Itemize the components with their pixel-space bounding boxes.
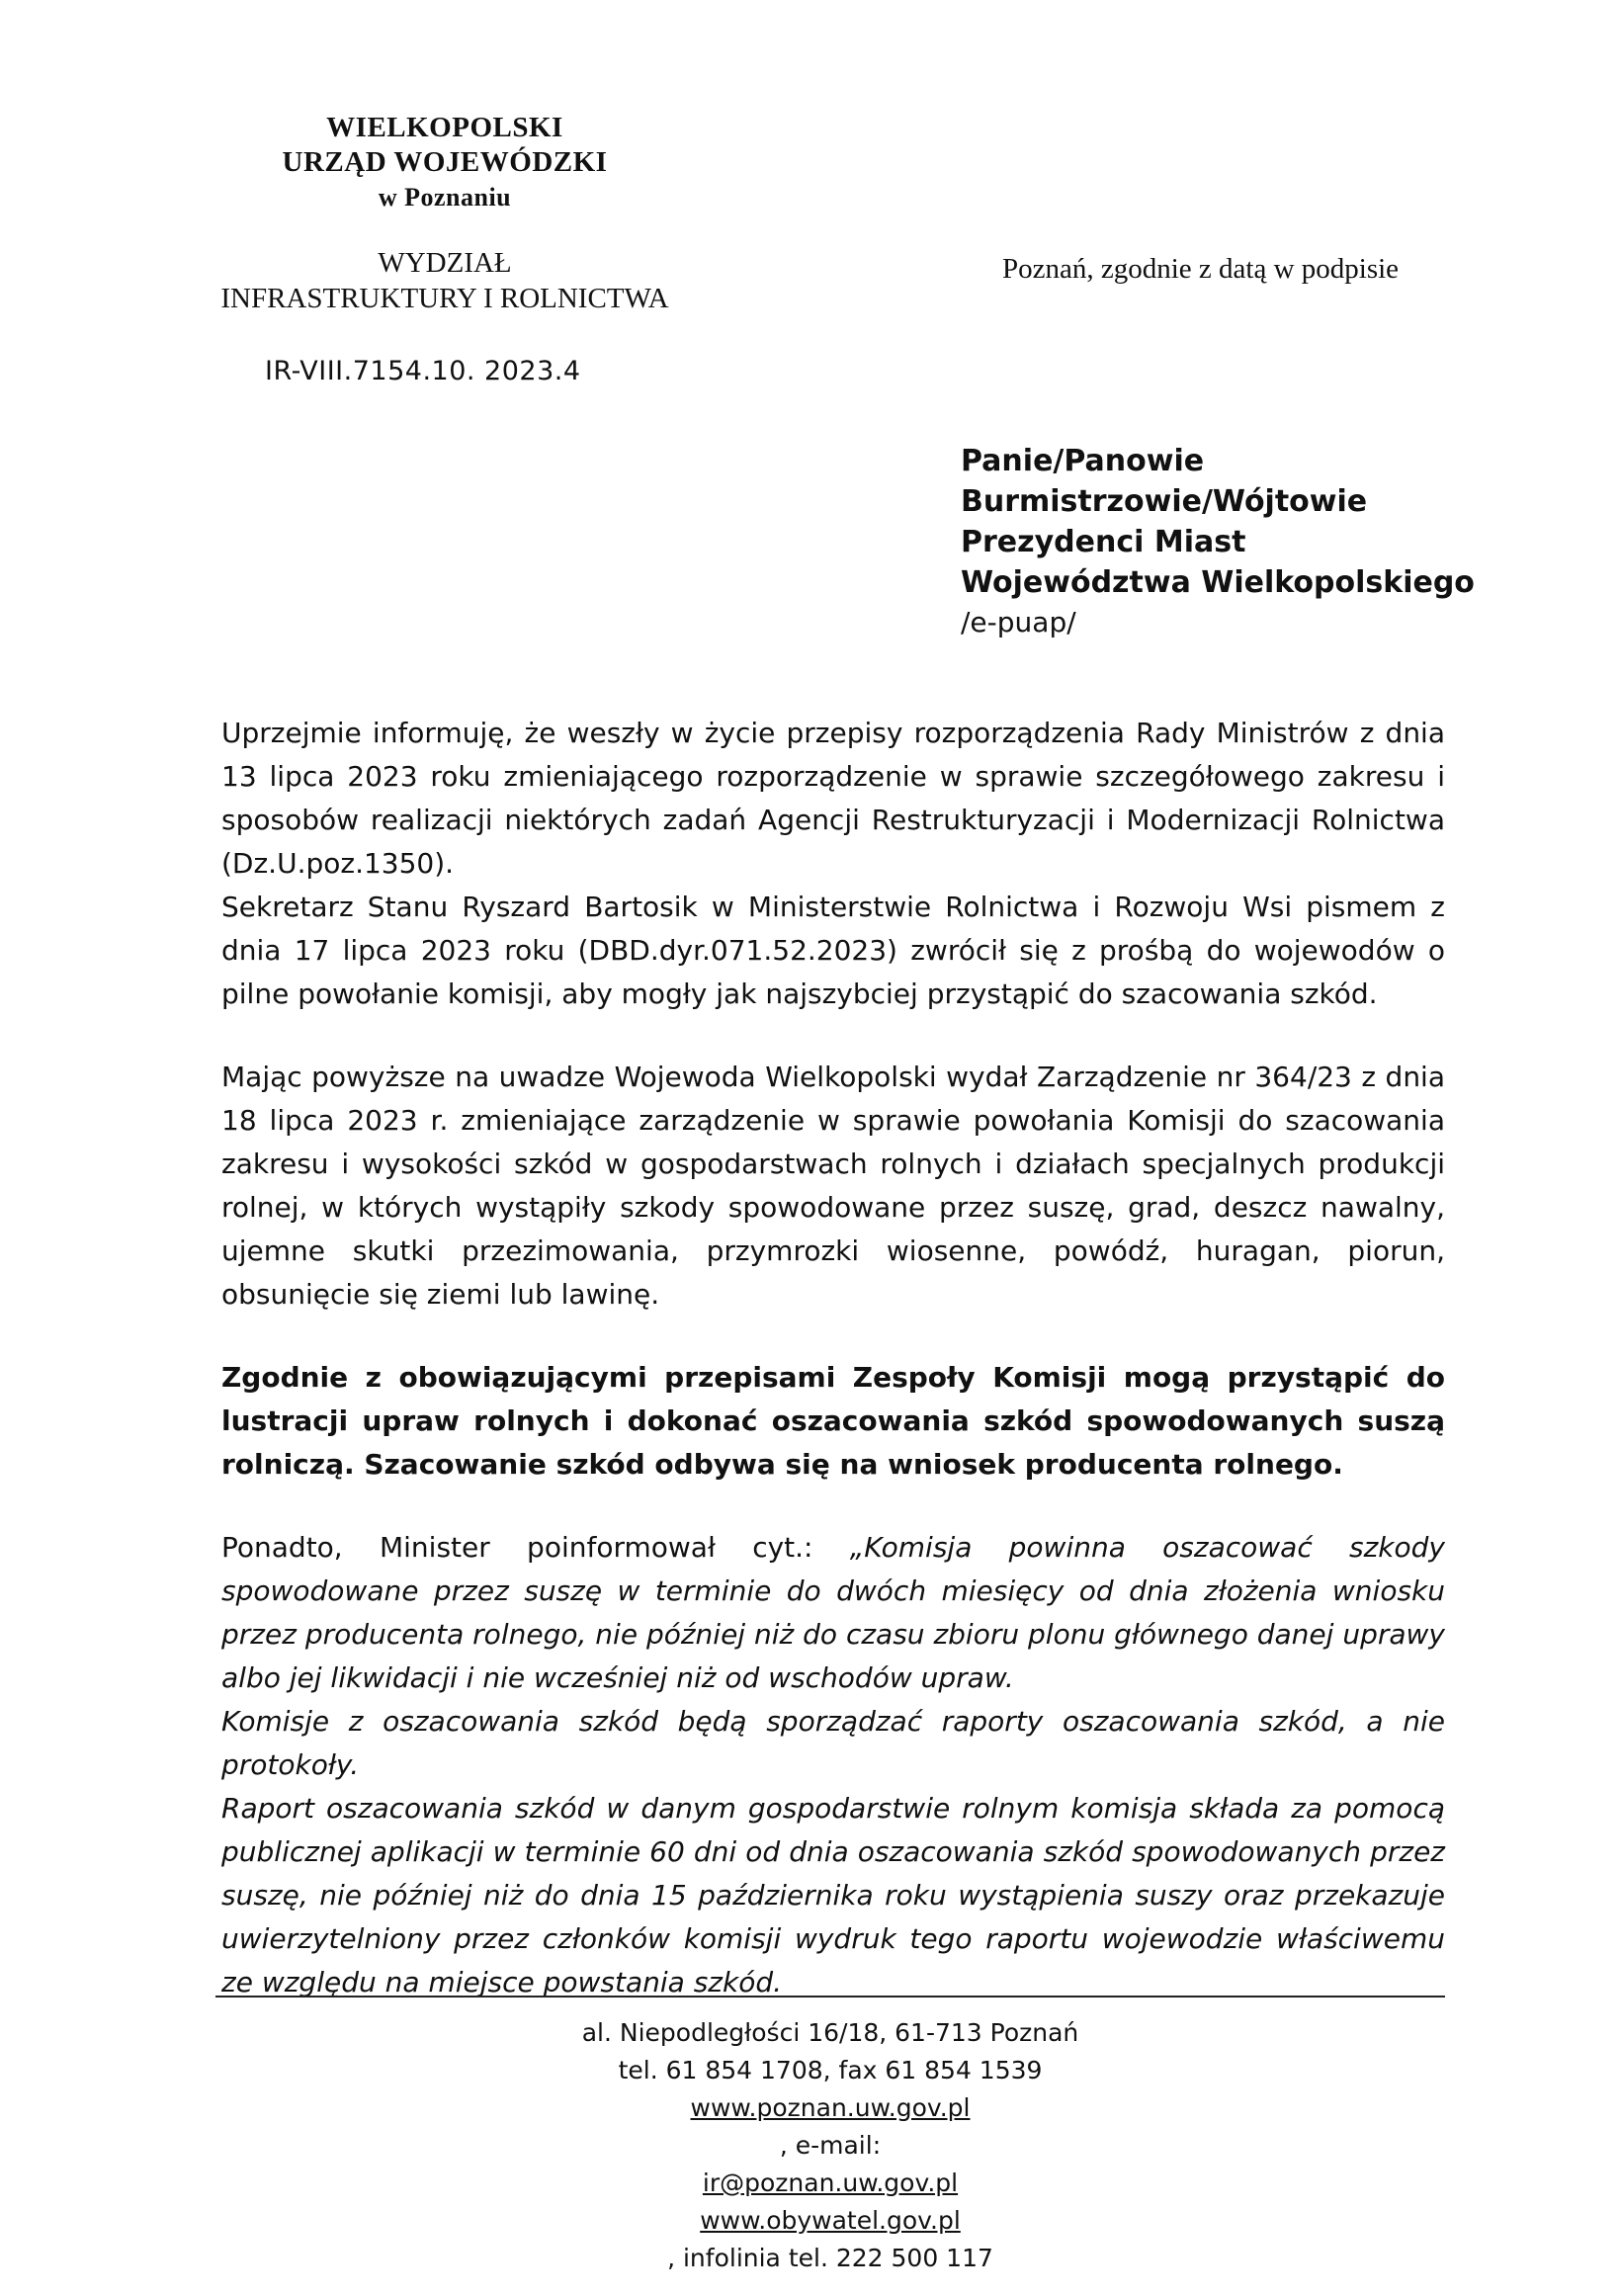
place-and-date: Poznań, zgodnie z datą w podpisie xyxy=(1002,253,1400,285)
delivery-channel: /e-puap/ xyxy=(961,606,1076,638)
department-line2: INFRASTRUKTURY I ROLNICTWA xyxy=(220,283,669,314)
addressee-line2: Burmistrzowie/Wójtowie xyxy=(961,484,1368,519)
quote-intro: Ponadto, Minister poinformował cyt.: xyxy=(221,1531,850,1564)
department-line1: WYDZIAŁ xyxy=(378,247,512,279)
paragraph-6: Komisje z oszacowania szkód będą sporządzać raporty oszacowania szkód, a nie protokoły. xyxy=(221,1705,1445,1781)
letter-body xyxy=(221,712,1445,2004)
addressee-block xyxy=(961,441,1475,642)
footer-address: al. Niepodległości 16/18, 61-713 Poznań xyxy=(581,2018,1079,2047)
paragraph-1: Uprzejmie informuję, że weszły w życie przepisy rozporządzenia Rady Ministrów z dnia 13 lipca 2023 roku zmieniającego rozporządzenie w sprawie szczegółowego zakresu i sposobów realizacji niektórych zadań Agencji Restrukturyzacji i Modernizacji Rolnictwa (Dz.U.poz.1350). xyxy=(221,717,1445,880)
org-name-line1: WIELKOPOLSKI xyxy=(326,112,563,143)
paragraph-5 xyxy=(221,1526,1445,1700)
footer-divider xyxy=(215,1996,1445,1998)
addressee-line4: Województwa Wielkopolskiego xyxy=(961,565,1475,600)
footer-contact xyxy=(215,2014,1445,2277)
paragraph-3: Mając powyższe na uwadze Wojewoda Wielkopolski wydał Zarządzenie nr 364/23 z dnia 18 lipca 2023 r. zmieniające zarządzenie w sprawie powołania Komisji do szacowania zakresu i wysokości szkód w gospodarstwach rolnych i działach specjalnych produkcji rolnej, w których wystąpiły szkody spowodowane przez suszę, grad, deszcz nawalny, ujemne skutki przezimowania, przymrozki wiosenne, powódź, huragan, piorun, obsunięcie się ziemi lub lawinę. xyxy=(221,1061,1445,1311)
footer-phone: tel. 61 854 1708, fax 61 854 1539 xyxy=(618,2056,1043,2084)
paragraph-4-bold: Zgodnie z obowiązującymi przepisami Zespoły Komisji mogą przystąpić do lustracji upraw rolnych i dokonać oszacowania szkód spowodowanych suszą rolniczą. Szacowanie szkód odbywa się na wniosek producenta rolnego. xyxy=(221,1361,1445,1481)
paragraph-7: Raport oszacowania szkód w danym gospodarstwie rolnym komisja składa za pomocą publicznej aplikacji w terminie 60 dni od dnia oszacowania szkód spowodowanych przez suszę, nie później niż do dnia 15 października roku wystąpienia suszy oraz przekazuje uwierzytelniony przez członków komisji wydruk tego raportu wojewodzie właściwemu ze względu na miejsce powstania szkód. xyxy=(221,1792,1445,1998)
website-link[interactable]: www.poznan.uw.gov.pl xyxy=(690,2093,971,2122)
infoline-text: , infolinia tel. 222 500 117 xyxy=(667,2244,993,2272)
portal-link[interactable]: www.obywatel.gov.pl xyxy=(700,2206,961,2235)
addressee-line1: Panie/Panowie xyxy=(961,444,1205,478)
footer-web-email xyxy=(215,2089,1445,2202)
email-label: , e-mail: xyxy=(779,2131,882,2160)
reference-number: IR-VIII.7154.10. 2023.4 xyxy=(265,356,581,386)
quote-text: „Komisja powinna oszacować szkody spowodowane przez suszę w terminie do dwóch miesięcy od dnia złożenia wniosku przez producenta rolnego, nie później niż do czasu zbioru plonu głównego danej uprawy albo jej likwidacji i nie wcześniej niż od wschodów upraw. xyxy=(221,1531,1445,1694)
email-link[interactable]: ir@poznan.uw.gov.pl xyxy=(702,2168,959,2197)
footer-portal-infoline xyxy=(215,2202,1445,2277)
org-name-line2: URZĄD WOJEWÓDZKI xyxy=(282,146,608,178)
paragraph-2: Sekretarz Stanu Ryszard Bartosik w Ministerstwie Rolnictwa i Rozwoju Wsi pismem z dnia 17 lipca 2023 roku (DBD.dyr.071.52.2023) zwrócił się z prośbą do wojewodów o pilne powołanie komisji, aby mogły jak najszybciej przystąpić do szacowania szkód. xyxy=(221,891,1445,1010)
org-location: w Poznaniu xyxy=(378,183,512,212)
institution-header xyxy=(148,111,741,214)
addressee-line3: Prezydenci Miast xyxy=(961,525,1246,559)
department-name xyxy=(148,245,741,316)
